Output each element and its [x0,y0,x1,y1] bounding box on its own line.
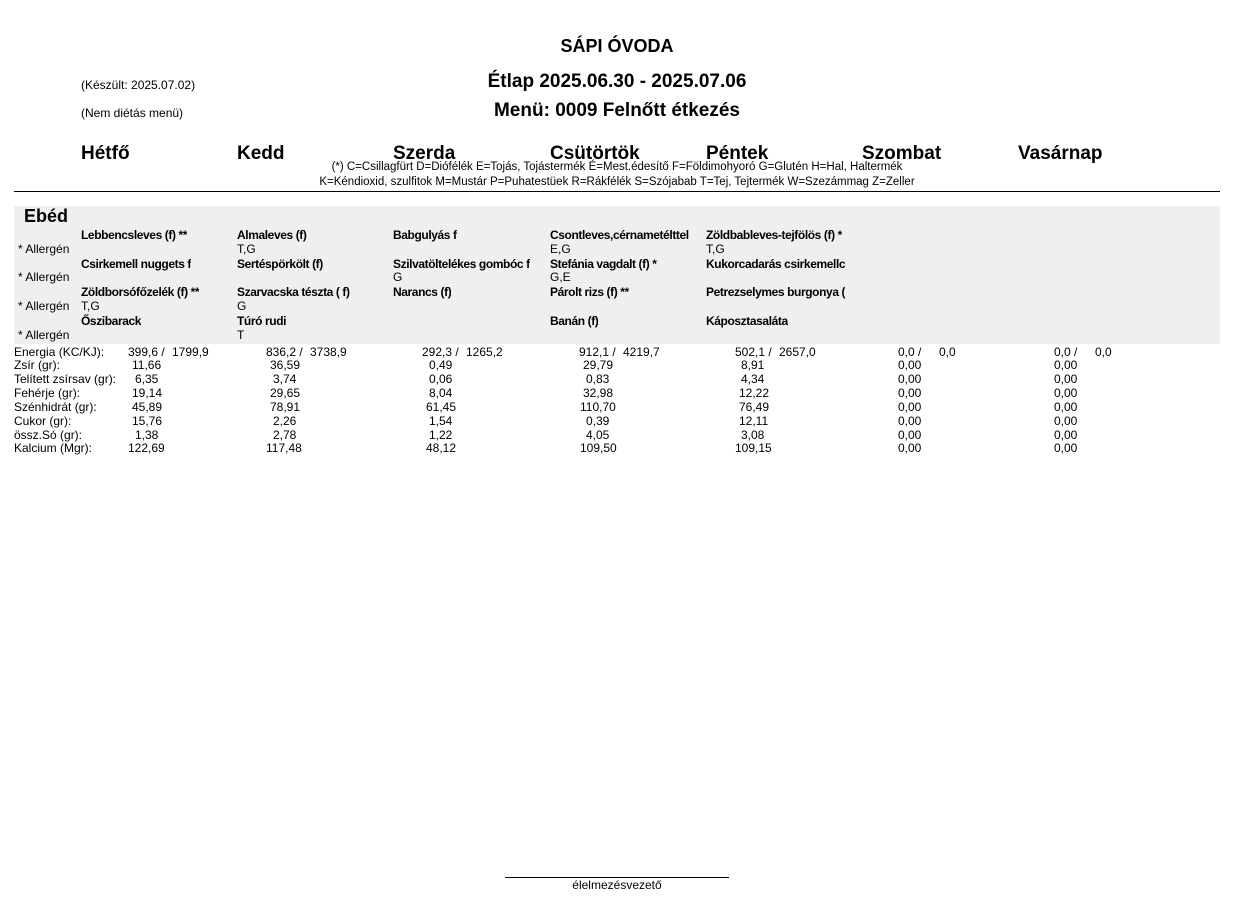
nutrition-value: 78,91 [270,400,301,414]
nutrition-value: 32,98 [583,386,614,400]
energy-kc-monday: 399,6 / [128,345,165,359]
energy-kj-friday: 2657,0 [779,345,816,359]
nutrition-value: 0,00 [898,372,922,386]
school-name: SÁPI ÓVODA [560,36,674,56]
allergen-codes-c3-tuesday: G [237,299,247,313]
nutrition-value: 0,00 [898,386,922,400]
nutrition-label-calcium: Kalcium (Mgr): [14,441,93,455]
dish-c3-thursday: Párolt rizs (f) ** [550,285,629,299]
nutrition-value: 3,08 [741,428,765,442]
nutrition-value: 0,83 [586,372,610,386]
nutrition-value: 11,66 [132,358,162,372]
energy-kj-monday: 1799,9 [172,345,209,359]
allergen-legend-line-1: (*) C=Csillagfürt D=Diófélék E=Tojás, Tojástermék É=Mest.édesítő F=Földimohyoró G=Glutén H=Hal, Haltermék [331,161,903,173]
nutrition-value: 12,11 [739,414,769,428]
allergen-label-c4: * Allergén [18,328,70,342]
energy-kc-sunday: 0,0 / [1054,345,1078,359]
dish-c4-monday: Őszibarack [81,314,142,328]
allergen-codes-c3-monday: T,G [81,299,100,313]
diet-note: (Nem diétás menü) [81,106,184,120]
nutrition-label-fat: Zsír (gr): [14,358,60,372]
day-header-friday: Péntek [706,143,769,164]
lunch-section-background [14,206,1220,344]
dish-c3-friday: Petrezselymes burgonya ( [706,285,846,299]
menu-period-title: Étlap 2025.06.30 - 2025.07.06 [487,71,747,92]
allergen-label-c3: * Allergén [18,299,70,313]
day-header-thursday: Csütörtök [550,143,640,164]
energy-kc-saturday: 0,0 / [898,345,922,359]
nutrition-value: 0,39 [586,414,610,428]
nutrition-value: 0,00 [898,358,922,372]
energy-kc-wednesday: 292,3 / [422,345,459,359]
energy-kj-tuesday: 3738,9 [310,345,347,359]
nutrition-value: 122,69 [128,441,165,455]
nutrition-label-protein: Fehérje (gr): [14,386,81,400]
dish-c4-tuesday: Túró rudi [237,314,287,328]
allergen-legend-line-2: K=Kéndioxid, szulfitok M=Mustár P=Puhatestüek R=Rákfélék S=Szójabab T=Tej, Tejtermék W=Szezámmag Z=Zeller [319,176,915,188]
nutrition-label-carbohydrate: Szénhidrát (gr): [14,400,97,414]
allergen-label-c1: * Allergén [18,242,70,256]
allergen-codes-c1-thursday: E,G [550,242,571,256]
dish-c1-wednesday: Babgulyás f [393,228,457,242]
nutrition-value: 2,78 [273,428,297,442]
nutrition-value: 15,76 [132,414,163,428]
nutrition-value: 0,00 [898,400,922,414]
nutrition-label-salt: össz.Só (gr): [14,428,83,442]
energy-kc-friday: 502,1 / [735,345,772,359]
day-header-saturday: Szombat [862,143,942,164]
dish-c1-monday: Lebbencsleves (f) ** [81,228,188,242]
nutrition-value: 0,00 [1054,386,1078,400]
nutrition-value: 36,59 [270,358,301,372]
allergen-codes-c2-thursday: G,E [550,270,571,284]
nutrition-label-energy: Energia (KC/KJ): [14,345,105,359]
dish-c1-thursday: Csontleves,cérnametélttel [550,228,689,242]
nutrition-value: 45,89 [132,400,163,414]
nutrition-value: 110,70 [580,400,616,414]
nutrition-value: 3,74 [273,372,297,386]
dish-c3-tuesday: Szarvacska tészta ( f) [237,285,350,299]
nutrition-value: 19,14 [132,386,163,400]
nutrition-value: 12,22 [739,386,770,400]
allergen-codes-c1-friday: T,G [706,242,725,256]
energy-kj-wednesday: 1265,2 [466,345,503,359]
signature-label: élelmezésvezető [572,878,662,892]
nutrition-value: 0,00 [898,428,922,442]
prepared-date: (Készült: 2025.07.02) [81,78,196,92]
nutrition-value: 0,00 [1054,358,1078,372]
allergen-label-c2: * Allergén [18,270,70,284]
dish-c3-monday: Zöldborsófőzelék (f) ** [81,285,200,299]
day-header-sunday: Vasárnap [1018,143,1103,164]
dish-c1-tuesday: Almaleves (f) [237,228,307,242]
day-header-monday: Hétfő [81,143,130,164]
dish-c4-friday: Káposztasaláta [706,314,788,328]
nutrition-value: 8,91 [741,358,765,372]
nutrition-value: 0,00 [1054,400,1078,414]
day-header-tuesday: Kedd [237,143,285,164]
nutrition-value: 61,45 [426,400,457,414]
nutrition-value: 29,65 [270,386,301,400]
dish-c2-friday: Kukorcadarás csirkemellc [706,257,846,271]
nutrition-value: 117,48 [266,441,302,455]
nutrition-value: 0,00 [1054,414,1078,428]
nutrition-value: 0,00 [1054,372,1078,386]
nutrition-label-saturated-fat: Telített zsírsav (gr): [14,372,117,386]
dish-c2-thursday: Stefánia vagdalt (f) * [550,257,657,271]
energy-kc-thursday: 912,1 / [579,345,616,359]
section-title: Ebéd [24,206,69,226]
nutrition-value: 109,50 [580,441,617,455]
nutrition-value: 1,22 [429,428,453,442]
allergen-codes-c4-tuesday: T [237,328,245,342]
nutrition-value: 1,38 [135,428,159,442]
dish-c2-tuesday: Sertéspörkölt (f) [237,257,323,271]
nutrition-value: 48,12 [426,441,457,455]
nutrition-value: 76,49 [739,400,770,414]
nutrition-value: 109,15 [735,441,772,455]
dish-c1-friday: Zöldbableves-tejfölös (f) * [706,228,842,242]
energy-kj-thursday: 4219,7 [623,345,660,359]
nutrition-value: 0,00 [898,414,922,428]
energy-kc-tuesday: 836,2 / [266,345,303,359]
nutrition-value: 0,00 [1054,428,1078,442]
dish-c3-wednesday: Narancs (f) [393,285,452,299]
nutrition-value: 6,35 [135,372,159,386]
day-header-wednesday: Szerda [393,143,456,164]
nutrition-value: 0,00 [1054,441,1078,455]
allergen-codes-c2-wednesday: G [393,270,403,284]
allergen-codes-c1-tuesday: T,G [237,242,256,256]
nutrition-value: 0,49 [429,358,453,372]
energy-kj-saturday: 0,0 [939,345,956,359]
nutrition-value: 1,54 [429,414,453,428]
nutrition-label-sugar: Cukor (gr): [14,414,72,428]
dish-c2-monday: Csirkemell nuggets f [81,257,192,271]
nutrition-value: 2,26 [273,414,297,428]
menu-name: Menü: 0009 Felnőtt étkezés [493,100,741,121]
header-divider [14,191,1220,192]
nutrition-value: 4,34 [741,372,765,386]
dish-c2-wednesday: Szilvatöltelékes gombóc f [393,257,530,271]
nutrition-value: 29,79 [583,358,614,372]
nutrition-value: 8,04 [429,386,453,400]
nutrition-value: 0,00 [898,441,922,455]
nutrition-value: 0,06 [429,372,453,386]
dish-c4-thursday: Banán (f) [550,314,599,328]
nutrition-value: 4,05 [586,428,610,442]
energy-kj-sunday: 0,0 [1095,345,1112,359]
